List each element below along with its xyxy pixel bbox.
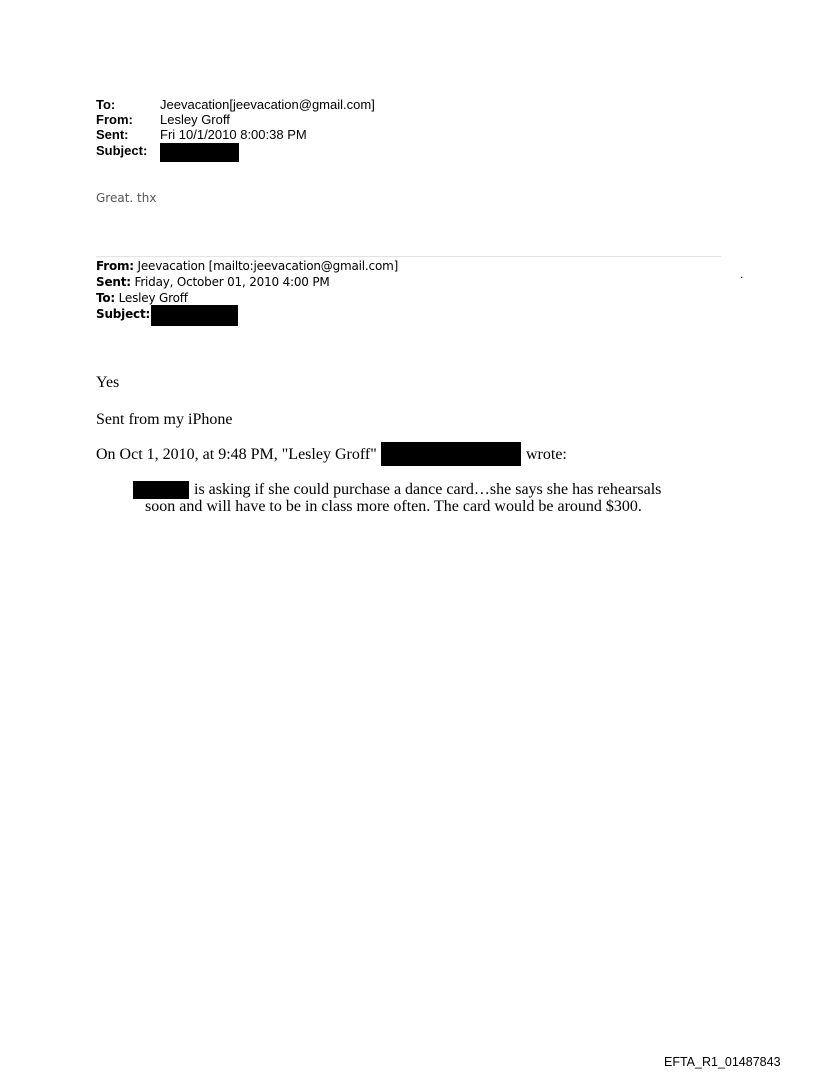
fwd-sent-label: Sent: <box>96 275 131 289</box>
fwd-subject-label: Subject: <box>96 307 151 321</box>
from-label: From: <box>96 112 133 127</box>
fwd-subject-line <box>96 307 150 321</box>
sent-value: Fri 10/1/2010 8:00:38 PM <box>160 127 307 142</box>
quote-line-2: soon and will have to be in class more often. The card would be around $300. <box>145 498 642 515</box>
fwd-subject-redaction <box>151 305 238 326</box>
quote-line-1: is asking if she could purchase a dance card…she says she has rehearsals <box>194 481 662 498</box>
subject-label: Subject: <box>96 143 148 158</box>
to-label: To: <box>96 97 116 112</box>
fwd-from-label: From: <box>96 259 134 273</box>
fwd-from-line <box>96 259 398 273</box>
subject-redaction <box>160 143 239 162</box>
message-signature: Sent from my iPhone <box>96 411 233 428</box>
fwd-to-value: Lesley Groff <box>115 291 188 305</box>
reply-text: Great. thx <box>96 191 157 205</box>
fwd-sent-line <box>96 275 330 289</box>
sent-label: Sent: <box>96 127 129 142</box>
fwd-from-value: Jeevacation [mailto:jeevacation@gmail.com] <box>133 259 399 273</box>
stray-dot: . <box>740 267 744 281</box>
document-id: EFTA_R1_01487843 <box>664 1055 781 1069</box>
fwd-to-line <box>96 291 188 305</box>
message-yes: Yes <box>96 374 120 391</box>
name-redaction <box>133 481 189 499</box>
from-value: Lesley Groff <box>160 112 230 127</box>
fwd-sent-value: Friday, October 01, 2010 4:00 PM <box>130 275 330 289</box>
separator-rule <box>96 256 721 257</box>
email-redaction <box>381 442 521 466</box>
quote-intro-after: wrote: <box>526 446 567 463</box>
fwd-to-label: To: <box>96 291 116 305</box>
quote-intro-before: On Oct 1, 2010, at 9:48 PM, "Lesley Groff" <box>96 446 377 463</box>
to-value: Jeevacation[jeevacation@gmail.com] <box>160 97 375 112</box>
